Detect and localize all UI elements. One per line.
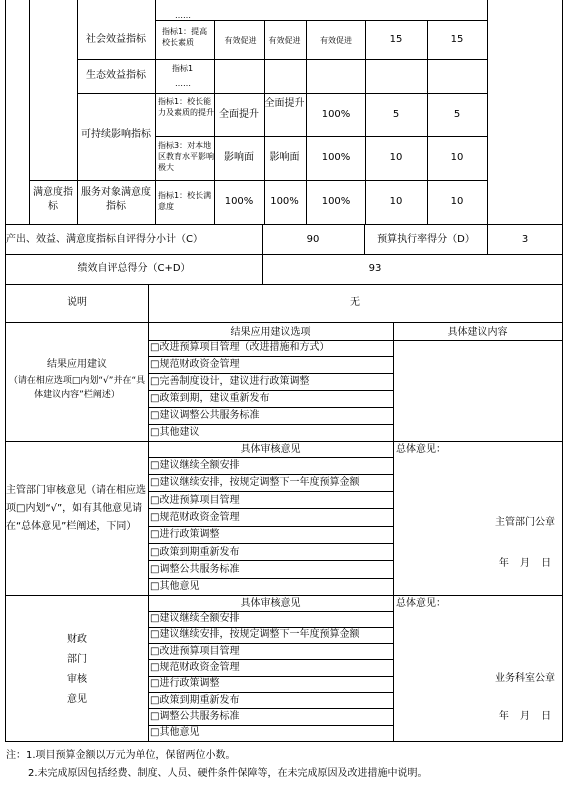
subtotal-value: 90 [306,234,320,245]
result-use-col1: 结果应用建议选项 [230,327,311,338]
social-result: 有效促进 [320,36,352,45]
dots-row: …… [175,11,191,20]
sustain-score-1: 5 [453,109,461,120]
grid-line [148,643,394,644]
result-use-note: （请在相应选项□内划“√”并在“具体建议内容”栏阐述） [8,376,146,400]
finance-seal: 业务科室公章 [495,673,555,684]
grid-line [5,595,563,596]
dept-label: 主管部门审核意见（请在相应选项□内划“√”，如有其他意见请在“总体意见”栏阐述，下同） [6,485,146,532]
grid-line [148,407,394,408]
total-value: 93 [368,263,382,274]
finance-col1: 具体审核意见 [240,598,301,609]
finance-option[interactable]: □调整公共服务标准 [150,711,240,722]
grid-line [5,741,563,742]
grid-line [562,0,563,742]
sustain-result-2: 100% [321,152,351,163]
result-use-option[interactable]: □规范财政资金管理 [150,359,240,370]
grid-line [148,474,394,475]
grid-line [5,254,563,255]
grid-line [148,441,394,442]
grid-line [155,20,488,21]
grid-line [148,491,394,492]
grid-line [155,0,156,225]
dept-date: 年 月 日 [498,558,552,569]
finance-label-line: 意见 [67,694,87,705]
social-score: 15 [450,34,464,45]
sustain-label: 可持续影响指标 [81,129,151,140]
dots-row-2: …… [175,79,191,88]
grid-line [148,692,394,693]
social-weight: 15 [389,34,403,45]
grid-line [148,390,394,391]
finance-option[interactable]: □规范财政资金管理 [150,662,240,673]
finance-option[interactable]: □建议继续全额安排 [150,613,240,624]
grid-line [148,508,394,509]
note-2: 2.未完成原因包括经费、制度、人员、硬件条件保障等，在未完成原因及改进措施中说明。 [28,768,428,779]
finance-option[interactable]: □其他意见 [150,727,200,738]
social-label: 社会效益指标 [86,34,146,45]
grid-line [148,708,394,709]
note-1: 注：1.项目预算金额以万元为单位，保留两位小数。 [6,750,236,761]
social-actual: 有效促进 [268,36,301,45]
grid-line [487,0,488,255]
eco-label: 生态效益指标 [86,70,146,81]
dept-option[interactable]: □进行政策调整 [150,529,220,540]
finance-overall: 总体意见： [396,598,446,609]
grid-line [148,543,394,544]
grid-line [393,322,394,742]
dept-col1: 具体审核意见 [240,444,301,455]
result-use-option[interactable]: □政策到期，建议重新发布 [150,393,270,404]
dept-overall: 总体意见： [396,444,446,455]
grid-line [5,284,563,285]
satisfaction-weight: 10 [389,196,403,207]
explain-value: 无 [350,297,360,308]
grid-line [5,224,563,225]
dept-option[interactable]: □其他意见 [150,581,200,592]
sustain-ind-1: 指标1：校长能力及素质的提升 [158,97,214,117]
finance-date: 年 月 日 [498,711,552,722]
social-indicator: 指标1：提高校长素质 [162,27,208,47]
sustain-actual-1: 全面提升 [264,98,305,109]
finance-label-line: 部门 [67,654,87,665]
result-use-option[interactable]: □完善制度设计，建议进行政策调整 [150,376,310,387]
finance-label-line: 财政 [67,634,87,645]
sustain-weight-2: 10 [389,152,403,163]
sustain-weight-1: 5 [392,109,400,120]
dept-option[interactable]: □建议继续安排，按规定调整下一年度预算金额 [150,477,360,488]
dept-option[interactable]: □调整公共服务标准 [150,564,240,575]
total-label: 绩效自评总得分（C+D） [77,263,191,274]
finance-option[interactable]: □改进预算项目管理 [150,646,240,657]
satisfaction-result: 100% [321,196,351,207]
sustain-ind-2: 指标3：对本地区教育水平影响极大 [158,141,214,172]
grid-line [155,136,488,137]
satisfaction-score: 10 [450,196,464,207]
grid-line [148,424,394,425]
result-use-option[interactable]: □改进预算项目管理（改进措施和方式） [150,342,330,353]
dept-option[interactable]: □规范财政资金管理 [150,512,240,523]
grid-line [148,659,394,660]
eco-indicator: 指标1 [172,64,194,73]
satisfaction-target: 100% [224,196,254,207]
finance-label-line: 审核 [67,674,87,685]
dept-seal: 主管部门公章 [495,517,555,528]
budget-score-label: 预算执行率得分（D） [377,234,475,245]
result-use-col2: 具体建议内容 [447,327,508,338]
grid-line [5,322,563,323]
satisfaction-actual: 100% [270,196,299,207]
budget-score-value: 3 [521,234,529,245]
finance-option[interactable]: □政策到期重新发布 [150,695,240,706]
finance-option[interactable]: □建议继续安排，按规定调整下一年度预算金额 [150,629,360,640]
sustain-target-2: 影响面 [224,152,254,163]
dept-option[interactable]: □政策到期重新发布 [150,547,240,558]
grid-line [148,526,394,527]
social-target: 有效促进 [224,36,257,45]
grid-line [148,284,149,742]
sustain-actual-2: 影响面 [269,152,300,163]
result-use-option[interactable]: □建议调整公共服务标准 [150,410,260,421]
result-use-option[interactable]: □其他建议 [150,427,200,438]
finance-option[interactable]: □进行政策调整 [150,678,220,689]
grid-line [148,373,394,374]
grid-line [29,180,488,181]
dept-option[interactable]: □改进预算项目管理 [150,495,240,506]
dept-option[interactable]: □建议继续全额安排 [150,460,240,471]
sustain-score-2: 10 [450,152,464,163]
satisfaction-category: 满意度指标 [33,187,73,212]
grid-line [148,457,394,458]
grid-line [148,560,394,561]
sustain-target-1: 全面提升 [219,109,259,120]
subtotal-label: 产出、效益、满意度指标自评得分小计（C） [6,234,203,245]
result-use-label: 结果应用建议 [47,359,107,370]
explain-label: 说明 [67,297,87,308]
sustain-result-1: 100% [321,109,351,120]
grid-line [148,356,394,357]
grid-line [148,578,394,579]
satisfaction-label: 服务对象满意度指标 [81,187,151,212]
satisfaction-indicator: 指标1：校长满意度 [158,191,212,211]
